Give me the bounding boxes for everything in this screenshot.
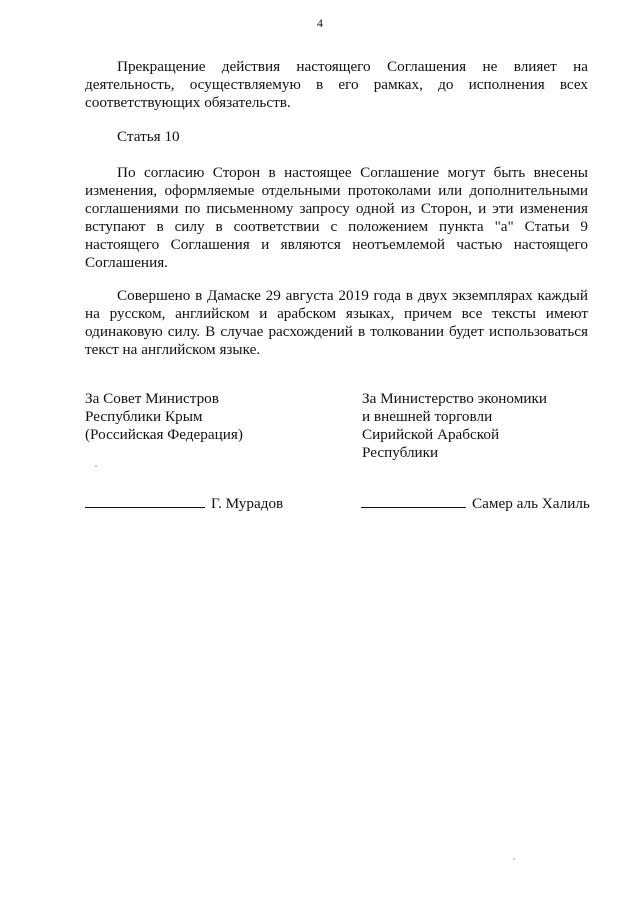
signer-name-left: Г. Мурадов bbox=[211, 495, 284, 512]
signer-name-right: Самер аль Халиль bbox=[472, 495, 590, 512]
signatory-left-line2: Республики Крым bbox=[85, 408, 203, 425]
signatory-left-line3: (Российская Федерация) bbox=[85, 426, 243, 443]
article-heading-block bbox=[85, 128, 588, 146]
signatory-right-line3: Сирийской Арабской bbox=[362, 426, 500, 443]
scan-speck bbox=[95, 465, 97, 467]
signatory-left-line1: За Совет Министров bbox=[85, 390, 219, 407]
paragraph-text: Совершено в Дамаске 29 августа 2019 года в двух экземплярах каждый на русском, английском и арабском языках, причем все тексты имеют одинаковую силу. В случае расхождений в толковании будет использоваться текст на английском языке. bbox=[85, 287, 588, 358]
signature-line-left bbox=[85, 495, 283, 513]
paragraph-text: По согласию Сторон в настоящее Соглашение могут быть внесены изменения, оформляемые отдельными протоколами или дополнительными соглашениями по письменному запросу одной из Сторон, и эти изменения вступают в силу в соответствии с положением пункта "а" Статьи 9 настоящего Соглашения и являются неотъемлемой частью настоящего Соглашения. bbox=[85, 164, 588, 271]
signatory-left bbox=[85, 390, 243, 444]
article-heading: Статья 10 bbox=[117, 128, 180, 145]
signatory-right bbox=[362, 390, 547, 462]
signatory-right-line1: За Министерство экономики bbox=[362, 390, 547, 407]
signature-underline bbox=[361, 495, 466, 508]
signature-line-right bbox=[361, 495, 590, 513]
paragraph-amendments bbox=[85, 164, 588, 272]
signatory-right-line2: и внешней торговли bbox=[362, 408, 493, 425]
signatory-right-line4: Республики bbox=[362, 444, 439, 461]
paragraph-termination bbox=[85, 58, 588, 112]
scan-speck bbox=[513, 858, 515, 860]
signature-underline bbox=[85, 495, 205, 508]
page-number: 4 bbox=[317, 16, 323, 30]
paragraph-text: Прекращение действия настоящего Соглашения не влияет на деятельность, осуществляемую в его рамках, до исполнения всех соответствующих обязательств. bbox=[85, 58, 588, 111]
paragraph-done-at bbox=[85, 287, 588, 359]
